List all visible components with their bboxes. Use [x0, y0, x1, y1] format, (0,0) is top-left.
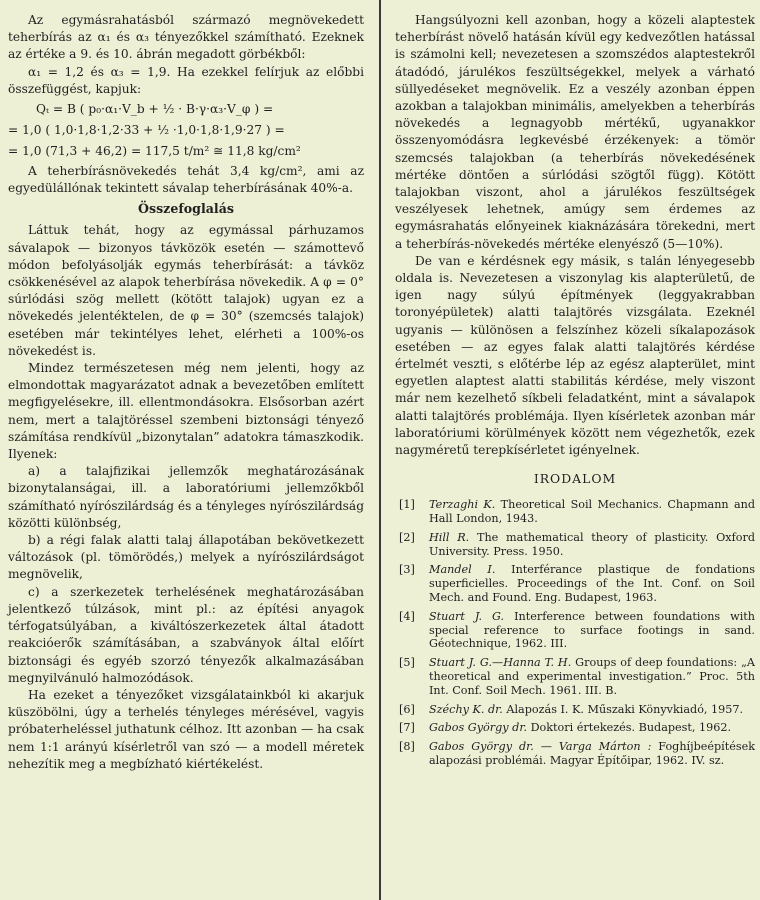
right-column	[395, 12, 755, 773]
reference-item: [7] Gabos György dr. Doktori értekezés. Budapest, 1962.	[399, 721, 732, 735]
list-item-a: a) a talajfizikai jellemzők meghatározásának bizonytalanságai, ill. a laboratóriumi jellemzőkből számítható nyírószilárdság és a tényleges nyírószilárdság közötti különbség,	[8, 464, 364, 530]
section-heading-summary: Összefoglalás	[138, 201, 234, 217]
alpha-values-paragraph: α₁ = 1,2 és α₃ = 1,9. Ha ezekkel felírjuk az előbbi összefüggést, kapjuk:	[8, 64, 364, 96]
references-title: IRODALOM	[533, 471, 617, 487]
list-item-b: b) a régi falak alatti talaj állapotában bekövetkezett változások (pl. tömörödés,) melyek a nyírószilárdságot megnövelik,	[8, 533, 364, 582]
reference-item: [3] Mandel I. Interférance plastique de fondations superficielles. Proceedings of the Int. Conf. on Soil Mech. and Found. Eng. Budapest, 1963.	[399, 563, 755, 605]
reference-item: [5] Stuart J. G.—Hanna T. H. Groups of deep foundations: „A theoretical and experimental investigation.” Proc. 5th Int. Conf. Soil Mech. 1961. III. B.	[399, 656, 755, 697]
reference-item: [2] Hill R. The mathematical theory of plasticity. Oxford University. Press. 1950.	[399, 530, 755, 558]
intro-paragraph: Az egymásrahatásból származó megnövekedett teherbírás az α₁ és α₃ tényezőkkel számítható. Ezeknek az értéke a 9. és 10. ábrán megadott görbékből:	[8, 13, 364, 62]
summary-paragraph-3: Ha ezeket a tényezőket vizsgálatainkból ki akarjuk küszöbölni, úgy a terhelés tényleges mérésével, vagyis próbaterheléssel juthatunk célhoz. Itt azonban — ha csak nem 1:1 arányú kísérletről van szó — a modell méretek nehezítik meg a megbízható kiértékelést.	[8, 687, 364, 771]
references-list	[395, 498, 755, 768]
right-paragraph-1: Hangsúlyozni kell azonban, hogy a közeli alaptestek teherbírást növelő hatásán kívül egy kedvezőtlen hatással is számolni kell; nevezetesen a szomszédos alaptestekről átadódó, járulékos feszültségekkel, melyek a várható süllyedéseket megnövelik. Ez a veszély azonban éppen azokban a talajokban minimális, amelyekben a teherbírás növekedés a legnagyobb mértékű, ugyanakkor összenyomódásra legkevésbé érzékenyek: a tömör szemcsés talajokban (a teherbírás növekedésének mértéke döntően a súrlódási szögtől függ). Kötött talajokban viszont, ahol a járulékos feszültségek veszélyesek lehetnek, amúgy sem érdemes az egymásrahatás előnyeinek kiaknázására törekedni, mert a teherbírás-növekedés mértéke elenyésző (5—10%).	[395, 13, 755, 251]
formula-line-3: = 1,0 (71,3 + 46,2) = 117,5 t/m² ≅ 11,8 kg/cm²	[8, 144, 301, 159]
reference-item: [4] Stuart J. G. Interference between foundations with special reference to surface footings in sand. Géotechnique, 1962. III.	[399, 609, 755, 651]
summary-paragraph-2: Mindez természetesen még nem jelenti, hogy az elmondottak magyarázatot adnak a bevezetőben említett megfigyelésekre, ill. ellentmondásokra. Elsősorban azért nem, mert a talajtöréssel szembeni biztonsági tényező számítása rendkívül „bizonytalan” adatokra támaszkodik. Ilyenek:	[8, 361, 364, 462]
column-divider	[379, 0, 381, 900]
formula-line-1: Qₜ = B ( p₀·α₁·V_b + ½ · B·γ·α₃·V_φ ) =	[36, 102, 274, 117]
summary-paragraph-1: Láttuk tehát, hogy az egymással párhuzamos sávalapok — bizonyos távközök esetén — számottevő módon befolyásolják egymás teherbírását: a távköz csökkenésével az alapok teherbírása növekedik. A φ = 0° súrlódási szög mellett (kötött talajok) ugyan ez a növekedés jelentéktelen, de φ = 30° (szemcsés talajok) esetében már tekintélyes lehet, elérheti a 100%-os növekedést is.	[8, 223, 364, 358]
list-item-c: c) a szerkezetek terhelésének meghatározásában jelentkező túlzások, mint pl.: az építési anyagok térfogatsúlyában, a kiváltószerkezetek által átadott reakcióerők számításában, a szabványok által előírt biztonsági és egyéb szorzó tényezők alkalmazásában megnyilvánuló halmozódások.	[8, 584, 364, 685]
reference-item: [8] Gabos György dr. — Varga Márton : Foghíjbeépítések alapozási problémái. Magyar Építőipar, 1962. IV. sz.	[399, 740, 755, 768]
right-paragraph-2: De van e kérdésnek egy másik, s talán lényegesebb oldala is. Nevezetesen a viszonylag kis alapterületű, de igen nagy súlyú építmények (leggyakrabban toronyépületek) alatti talajtörés vizsgálata. Ezeknél ugyanis — különösen a felszínhez közeli síkalapozások esetében — az egyes falak alatti talajtörés kérdése értelmét veszti, s előtérbe lép az egész alapterület, mint egyetlen alaptest alatti stabilitás kérdése, mely viszont már nem kezelhető síkbeli feladatként, mint a sávalapok alatti talajtörés problémája. Ilyen kísérletek azonban már laboratóriumi körülmények között nem végezhetők, ezek nagyméretű terepkísérletet igényelnek.	[395, 253, 755, 458]
left-column	[8, 12, 364, 773]
reference-item: [6] Széchy K. dr. Alapozás I. K. Műszaki Könyvkiadó, 1957.	[399, 702, 744, 716]
formula-line-2: = 1,0 ( 1,0·1,8·1,2·33 + ½ ·1,0·1,8·1,9·27 ) =	[8, 123, 285, 138]
reference-item: [1] Terzaghi K. Theoretical Soil Mechanics. Chapmann and Hall London, 1943.	[399, 498, 755, 526]
increase-paragraph: A teherbírásnövekedés tehát 3,4 kg/cm², ami az egyedülállónak tekintett sávalap teherbírásának 40%-a.	[8, 164, 364, 196]
